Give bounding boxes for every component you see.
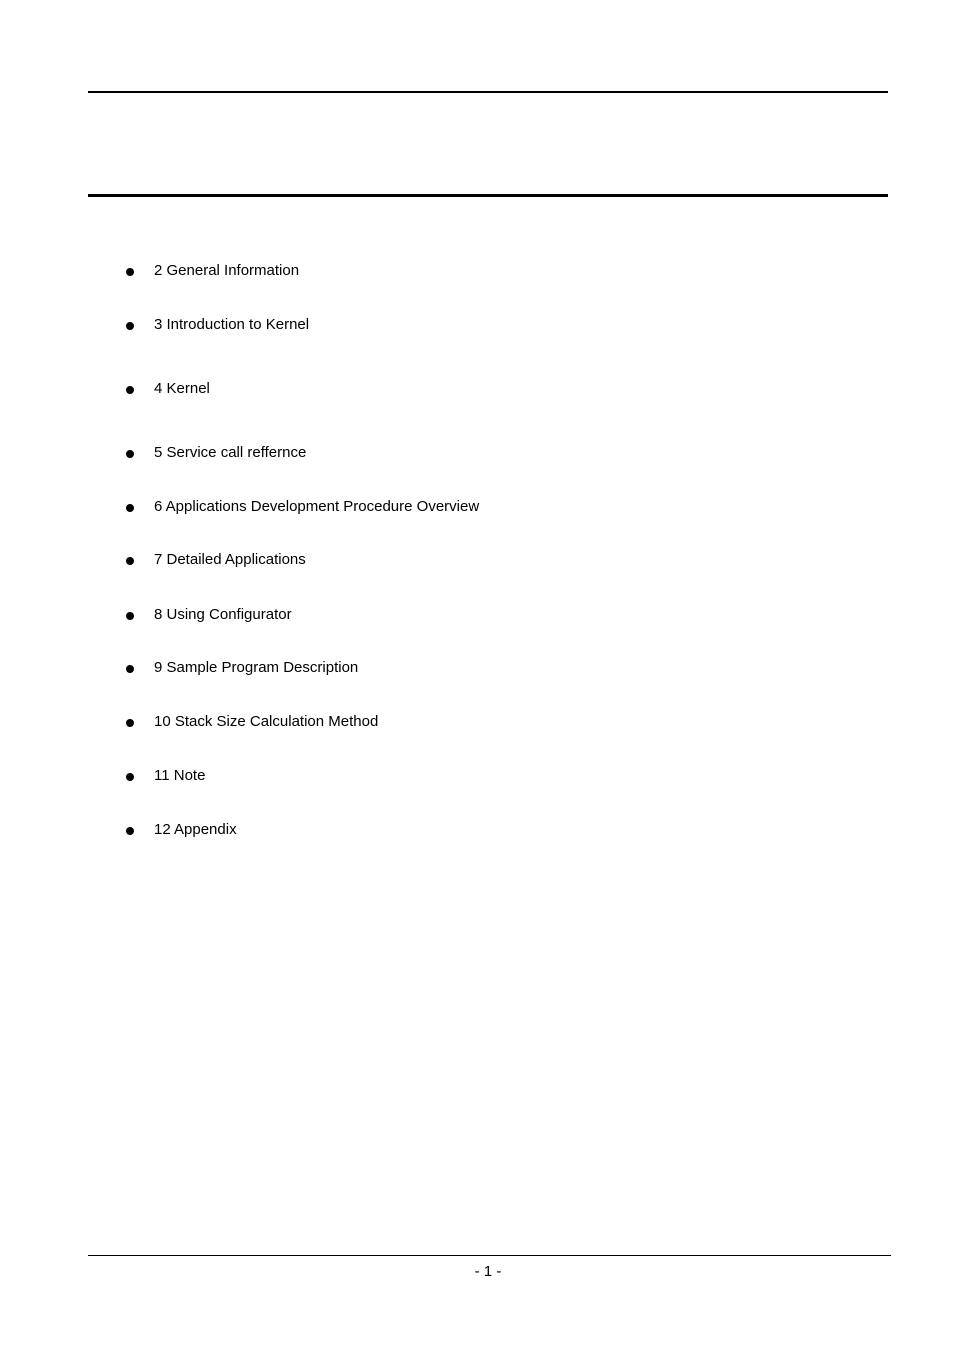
toc-item[interactable] (0, 553, 700, 573)
toc-item[interactable] (0, 769, 700, 789)
toc-item-label[interactable]: 5 Service call reffernce (154, 444, 307, 461)
toc-item[interactable] (0, 661, 700, 681)
toc-item-label[interactable]: 11 Note (154, 767, 206, 784)
toc-item-label[interactable]: 4 Kernel (154, 380, 210, 397)
bullet-icon (126, 773, 134, 781)
toc-item-label[interactable]: 6 Applications Development Procedure Overview (154, 498, 480, 515)
toc-item-label[interactable]: 9 Sample Program Description (154, 659, 359, 676)
bullet-icon (126, 450, 134, 458)
bullet-icon (126, 504, 134, 512)
toc-item[interactable] (0, 318, 700, 338)
page-number: - 1 - (474, 1263, 502, 1280)
bullet-icon (126, 557, 134, 565)
footer-rule (88, 1255, 891, 1256)
toc-item[interactable] (0, 715, 700, 735)
toc-item[interactable] (0, 608, 700, 628)
bullet-icon (126, 322, 134, 330)
toc-item-label[interactable]: 8 Using Configurator (154, 606, 292, 623)
toc-item-label[interactable]: 2 General Information (154, 262, 300, 279)
toc-item-label[interactable]: 10 Stack Size Calculation Method (154, 713, 379, 730)
toc-item[interactable] (0, 382, 700, 402)
toc-item[interactable] (0, 500, 700, 520)
bullet-icon (126, 827, 134, 835)
toc-item-label[interactable]: 3 Introduction to Kernel (154, 316, 310, 333)
bullet-icon (126, 665, 134, 673)
toc-item-label[interactable]: 7 Detailed Applications (154, 551, 306, 568)
bullet-icon (126, 719, 134, 727)
toc-item[interactable] (0, 264, 700, 284)
bullet-icon (126, 612, 134, 620)
toc-item-label[interactable]: 12 Appendix (154, 821, 237, 838)
toc-item[interactable] (0, 823, 700, 843)
toc-item[interactable] (0, 446, 700, 466)
bullet-icon (126, 386, 134, 394)
bullet-icon (126, 268, 134, 276)
